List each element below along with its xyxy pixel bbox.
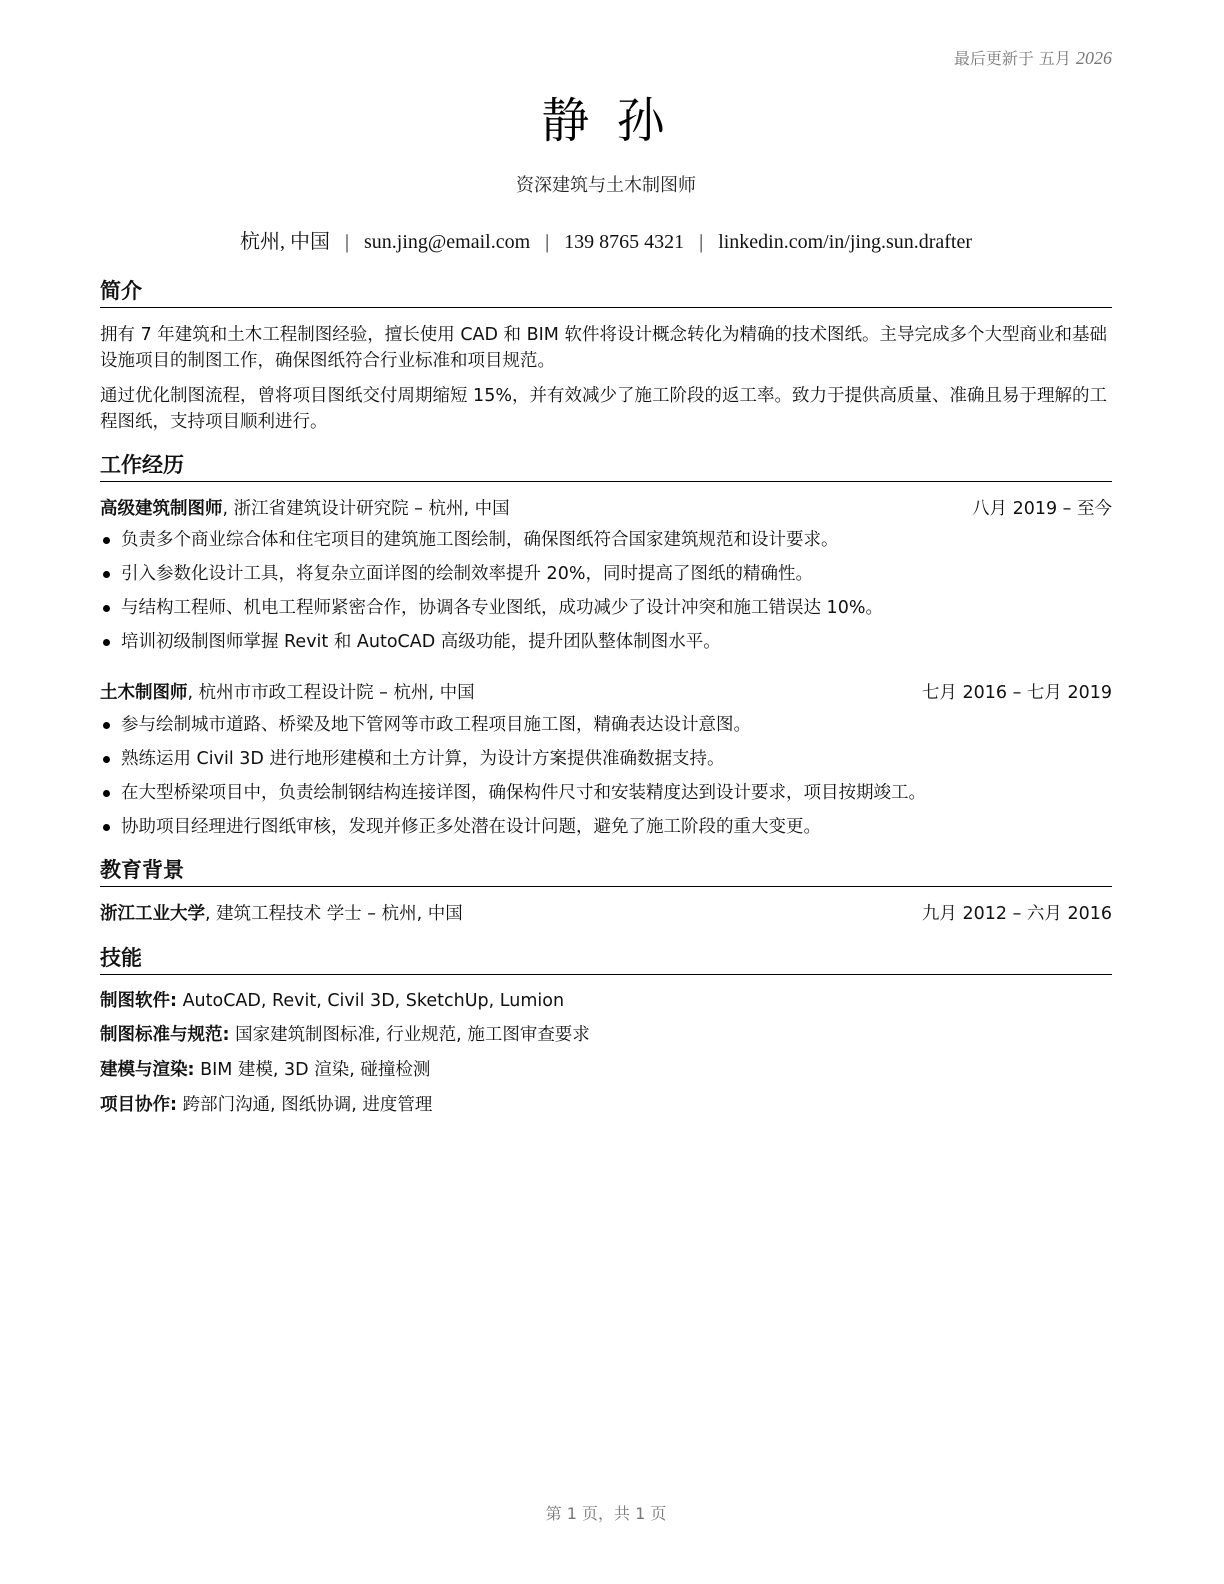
candidate-name: 静 孙: [541, 93, 671, 149]
skill-value: AutoCAD, Revit, Civil 3D, SketchUp, Lumion: [177, 991, 565, 1011]
job-bullet: 在大型桥梁项目中，负责绘制钢结构连接详图，确保构件尺寸和安装精度达到设计要求，项目按期竣工。: [100, 780, 1112, 814]
contact-separator: |: [699, 231, 704, 253]
job-bullet: 协助项目经理进行图纸审核，发现并修正多处潜在设计问题，避免了施工阶段的重大变更。: [100, 814, 1112, 848]
last-updated: [954, 46, 1112, 69]
job-dates: 七月 2016 – 七月 2019: [921, 683, 1112, 703]
section-heading-experience: 工作经历: [100, 452, 1112, 482]
section-heading-education: 教育背景: [100, 857, 1112, 887]
job-organization: , 浙江省建筑设计研究院 – 杭州, 中国: [222, 499, 510, 519]
job-bullet: 熟练运用 Civil 3D 进行地形建模和土方计算，为设计方案提供准确数据支持。: [100, 746, 1112, 780]
skill-label: 制图软件:: [100, 991, 177, 1011]
skill-value: BIM 建模, 3D 渲染, 碰撞检测: [194, 1060, 431, 1080]
contact-linkedin[interactable]: linkedin.com/in/jing.sun.drafter: [718, 231, 973, 253]
education-dates: 九月 2012 – 六月 2016: [921, 904, 1112, 924]
skill-row: [100, 1057, 1112, 1083]
job-bullets: [100, 527, 1112, 663]
skill-label: 制图标准与规范:: [100, 1025, 230, 1045]
section-heading-skills: 技能: [100, 945, 1112, 975]
page-footer: 第 1 页，共 1 页: [545, 1504, 667, 1523]
contact-line: [100, 225, 1112, 254]
job-bullets: [100, 712, 1112, 848]
resume-page: [100, 0, 1112, 1584]
job-bullet: 与结构工程师、机电工程师紧密合作，协调各专业图纸，成功减少了设计冲突和施工错误达 10%。: [100, 595, 1112, 629]
job-bullet: 参与绘制城市道路、桥梁及地下管网等市政工程项目施工图，精确表达设计意图。: [100, 712, 1112, 746]
last-updated-year: 2026: [1076, 48, 1112, 68]
skill-value: 跨部门沟通, 图纸协调, 进度管理: [177, 1095, 433, 1115]
job-header: [100, 680, 1112, 706]
contact-separator: |: [344, 231, 349, 253]
job-organization: , 杭州市市政工程设计院 – 杭州, 中国: [187, 683, 475, 703]
job-bullet: 培训初级制图师掌握 Revit 和 AutoCAD 高级功能，提升团队整体制图水平。: [100, 629, 1112, 663]
degree-detail: , 建筑工程技术 学士 – 杭州, 中国: [205, 904, 463, 924]
skill-row: [100, 988, 1112, 1014]
summary-paragraph: 通过优化制图流程，曾将项目图纸交付周期缩短 15%，并有效减少了施工阶段的返工率。致力于提供高质量、准确且易于理解的工程图纸，支持项目顺利进行。: [100, 386, 1107, 432]
skill-row: [100, 1022, 1112, 1048]
skill-row: [100, 1092, 1112, 1118]
section-heading-summary: 简介: [100, 278, 1112, 308]
contact-phone[interactable]: 139 8765 4321: [564, 231, 685, 253]
job-header: [100, 496, 1112, 522]
skill-label: 项目协作:: [100, 1095, 177, 1115]
job-title: 高级建筑制图师: [100, 499, 223, 519]
candidate-tagline: 资深建筑与土木制图师: [516, 175, 696, 196]
education-entry: [100, 901, 1112, 927]
job-title: 土木制图师: [100, 683, 188, 703]
contact-email[interactable]: sun.jing@email.com: [363, 231, 531, 253]
summary-paragraph: 拥有 7 年建筑和土木工程制图经验，擅长使用 CAD 和 BIM 软件将设计概念转化为精确的技术图纸。主导完成多个大型商业和基础设施项目的制图工作，确保图纸符合行业标准和项目规范。: [100, 325, 1107, 371]
skill-label: 建模与渲染:: [100, 1060, 195, 1080]
job-bullet: 负责多个商业综合体和住宅项目的建筑施工图绘制，确保图纸符合国家建筑规范和设计要求。: [100, 527, 1112, 561]
job-dates: 八月 2019 – 至今: [972, 499, 1112, 519]
job-bullet: 引入参数化设计工具，将复杂立面详图的绘制效率提升 20%，同时提高了图纸的精确性。: [100, 561, 1112, 595]
last-updated-label: 最后更新于 五月: [953, 49, 1071, 68]
contact-separator: |: [545, 231, 550, 253]
contact-location: 杭州, 中国: [239, 231, 330, 253]
skill-value: 国家建筑制图标准, 行业规范, 施工图审查要求: [229, 1025, 590, 1045]
school-name: 浙江工业大学: [100, 904, 205, 924]
